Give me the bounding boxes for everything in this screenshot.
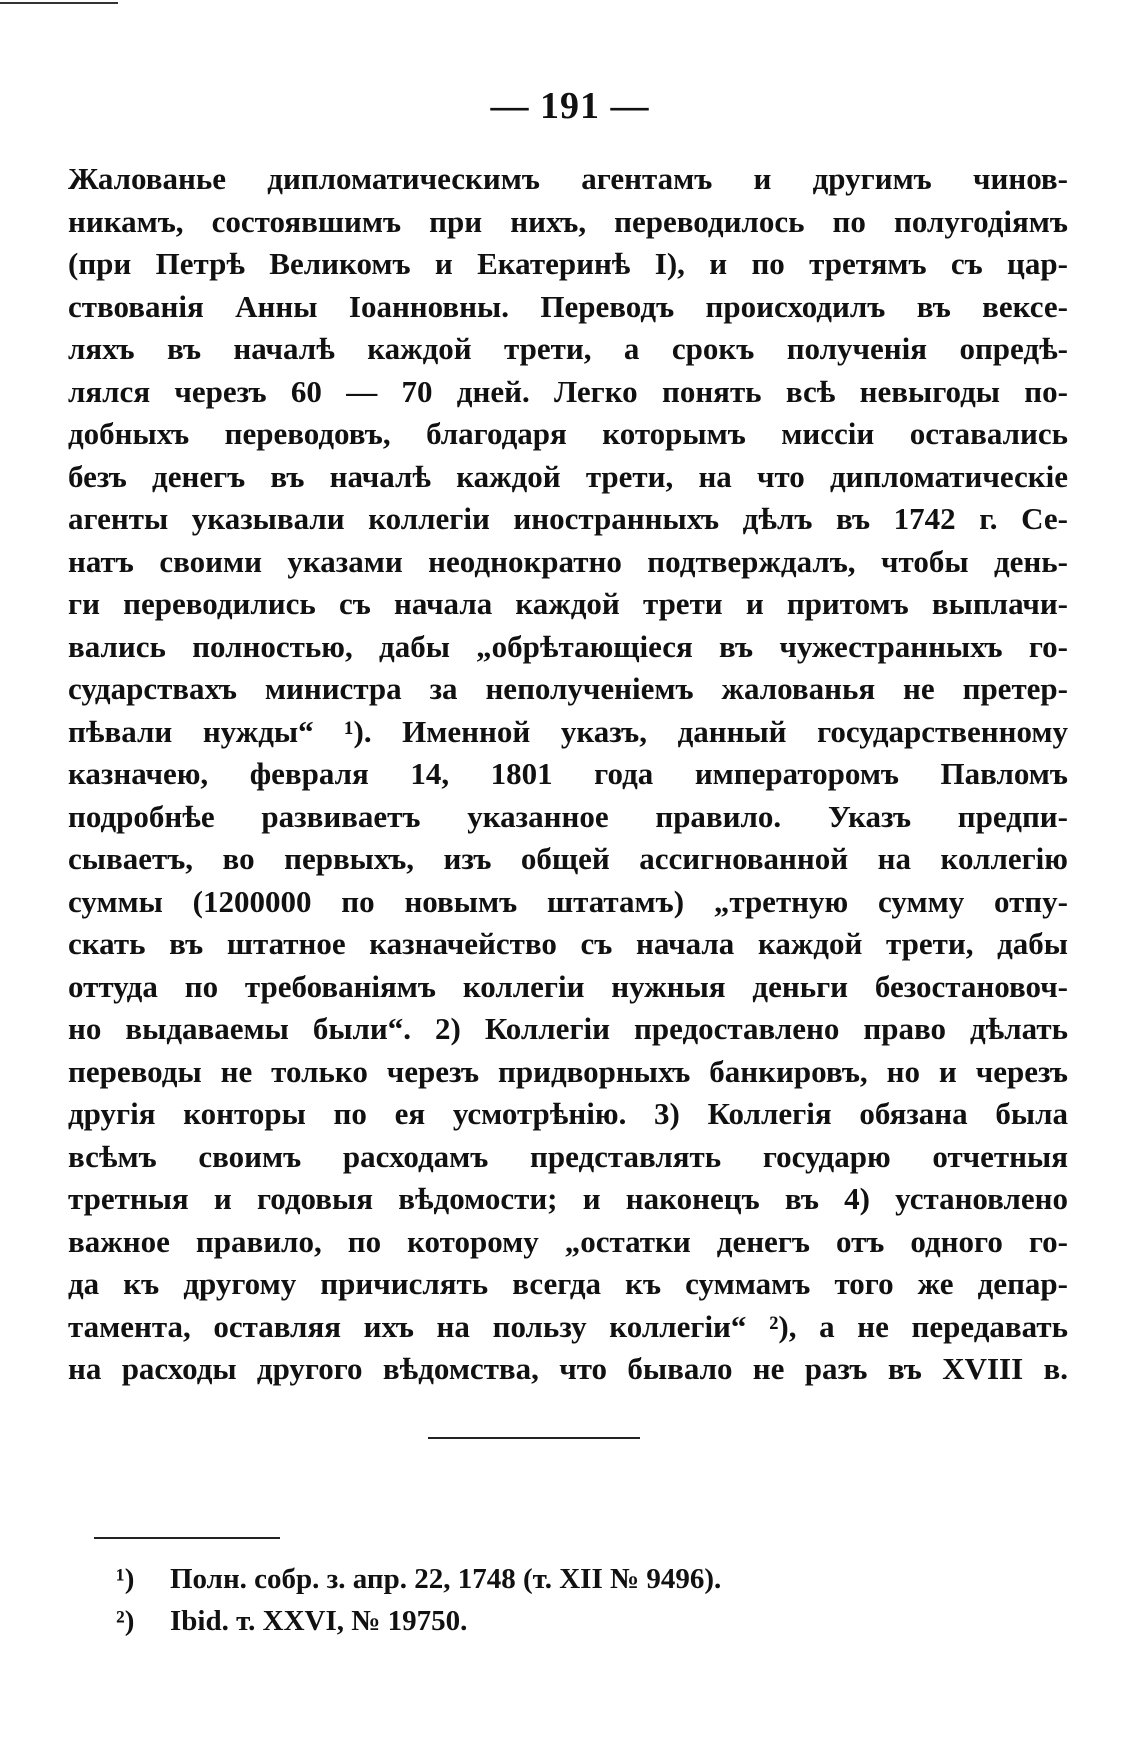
body-line: сударствахъ министра за неполученіемъ жалованья не претер- bbox=[68, 671, 1068, 706]
body-line: переводы не только черезъ придворныхъ банкировъ, но и черезъ bbox=[68, 1053, 1068, 1089]
body-line: вались полностью, дабы „обрѣтающіеся въ чужестранныхъ го- bbox=[68, 628, 1068, 664]
body-line: (при Петрѣ Великомъ и Екатеринѣ I), и по третямъ съ цар- bbox=[68, 246, 1068, 281]
body-line: пѣвали нужды“ ¹). Именной указъ, данный государственному bbox=[68, 713, 1068, 749]
body-line: да къ другому причислять всегда къ суммамъ того же депар- bbox=[68, 1266, 1068, 1301]
footnotes bbox=[116, 1558, 916, 1642]
page-number: — 191 — bbox=[490, 85, 650, 127]
body-line: суммы (1200000 по новымъ штатамъ) „третную сумму отпу- bbox=[68, 883, 1068, 919]
body-line: подробнѣе развиваетъ указанное правило. Указъ предпи- bbox=[68, 798, 1068, 834]
footnote-divider bbox=[94, 1537, 280, 1539]
body-line: другія конторы по ея усмотрѣнію. 3) Коллегія обязана была bbox=[68, 1096, 1068, 1131]
body-line: но выдаваемы были“. 2) Коллегіи предоставлено право дѣлать bbox=[68, 1011, 1068, 1046]
body-line: на расходы другого вѣдомства, что бывало не разъ въ XVIII в. bbox=[68, 1351, 1068, 1386]
body-line: всѣмъ своимъ расходамъ представлять государю отчетныя bbox=[68, 1138, 1068, 1174]
body-line: натъ своими указами неоднократно подтверждалъ, чтобы день- bbox=[68, 543, 1068, 579]
section-divider bbox=[428, 1437, 640, 1439]
footnote-text: Полн. собр. з. апр. 22, 1748 (т. XII № 9496). bbox=[170, 1563, 722, 1595]
body-line: ствованія Анны Іоанновны. Переводъ происходилъ въ вексе- bbox=[68, 288, 1068, 324]
body-line: ги переводились съ начала каждой трети и притомъ выплачи- bbox=[68, 586, 1068, 621]
scan-edge-mark bbox=[0, 2, 118, 4]
body-line: тамента, оставляя ихъ на пользу коллегіи“ ²), а не передавать bbox=[68, 1308, 1068, 1344]
body-line: ляхъ въ началѣ каждой трети, а срокъ полученія опредѣ- bbox=[68, 331, 1068, 366]
body-line: казначею, февраля 14, 1801 года императоромъ Павломъ bbox=[68, 756, 1068, 791]
body-line: добныхъ переводовъ, благодаря которымъ миссіи оставались bbox=[68, 416, 1068, 451]
body-line: скать въ штатное казначейство съ начала каждой трети, дабы bbox=[68, 926, 1068, 961]
body-line: лялся черезъ 60 — 70 дней. Легко понять всѣ невыгоды по- bbox=[68, 373, 1068, 409]
body-line: Жалованье дипломатическимъ агентамъ и другимъ чинов- bbox=[68, 161, 1068, 196]
body-line: агенты указывали коллегіи иностранныхъ дѣлъ въ 1742 г. Се- bbox=[68, 501, 1068, 536]
footnote bbox=[116, 1600, 916, 1642]
body-line: никамъ, состоявшимъ при нихъ, переводилось по полугодіямъ bbox=[68, 203, 1068, 239]
body-line: безъ денегъ въ началѣ каждой трети, на что дипломатическіе bbox=[68, 458, 1068, 494]
body-line: оттуда по требованіямъ коллегіи нужныя деньги безостановоч- bbox=[68, 968, 1068, 1004]
footnote bbox=[116, 1558, 916, 1600]
footnote-mark: ²) bbox=[116, 1605, 135, 1637]
footnote-text: Ibid. т. XXVI, № 19750. bbox=[170, 1605, 468, 1637]
body-line: сываетъ, во первыхъ, изъ общей ассигнованной на коллегію bbox=[68, 841, 1068, 876]
body-line: важное правило, по которому „остатки денегъ отъ одного го- bbox=[68, 1223, 1068, 1259]
body-text bbox=[68, 158, 1068, 1391]
footnote-mark: ¹) bbox=[116, 1563, 135, 1595]
body-line: третныя и годовыя вѣдомости; и наконецъ въ 4) установлено bbox=[68, 1181, 1068, 1216]
